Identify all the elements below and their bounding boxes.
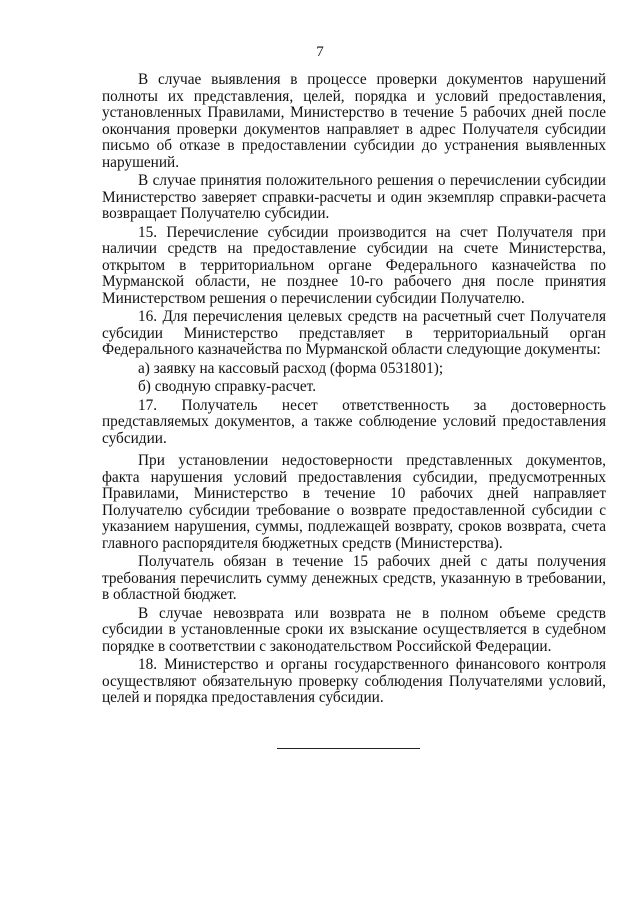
paragraph-18-control: 18. Министерство и органы государственного финансового контроля осуществляют обязательную проверку соблюдения Получателями условий, целей и порядка предоставления субсидии. [102,656,606,706]
paragraph-positive-decision: В случае принятия положительного решения о перечислении субсидии Министерство заверяет справки-расчеты и один экземпляр справки-расчета возвращает Получателю субсидии. [102,172,606,222]
list-item-b: б) сводную справку-расчет. [138,378,317,395]
paragraph-16-documents: 16. Для перечисления целевых средств на расчетный счет Получателя субсидии Министерство представляет в территориальный орган Федерального казначейства по Мурманской области следующие документы: [102,308,606,358]
paragraph-17-responsibility: 17. Получатель несет ответственность за достоверность представляемых документов, а также соблюдение условий предоставления субсидии. [102,396,606,447]
document-body [102,72,606,709]
page-number: 7 [316,44,324,60]
paragraph-violation-refusal: В случае выявления в процессе проверки документов нарушений полноты их представления, целей, порядка и условий предоставления, установленных Правилами, Министерство в течение 5 рабочих дней после окончания проверки документов направляет в адрес Получателя субсидии письмо об отказе в предоставлении субсидии до устранения выявленных нарушений. [102,71,606,171]
paragraph-15-transfer: 15. Перечисление субсидии производится на счет Получателя при наличии средств на предоставление субсидии на счете Министерства, открытом в территориальном органе Федерального казначейства по Мурманской области, не позднее 10-го рабочего дня после принятия Министерством решения о перечислении субсидии Получателю. [102,223,606,307]
list-item-a: а) заявку на кассовый расход (форма 0531801); [138,359,444,377]
paragraph-unreliability: При установлении недостоверности представленных документов, факта нарушения условий предоставления субсидии, предусмотренных Правилами, Министерство в течение 10 рабочих дней направляет Получателю субсидии требование о возврате предоставленной субсидии с указанием нарушения, суммы, подлежащей возврату, сроков возврата, счета главного распорядителя бюджетных средств (Министерства). [102,452,606,552]
paragraph-non-return: В случае невозврата или возврата не в полном объеме средств субсидии в установленные сроки их взыскание осуществляется в судебном порядке в соответствии с законодательством Российской Федерации. [102,604,606,655]
paragraph-return-obligation: Получатель обязан в течение 15 рабочих дней с даты получения требования перечислить сумму денежных средств, указанную в требовании, в областной бюджет. [102,553,606,603]
closing-separator-line [277,748,420,749]
